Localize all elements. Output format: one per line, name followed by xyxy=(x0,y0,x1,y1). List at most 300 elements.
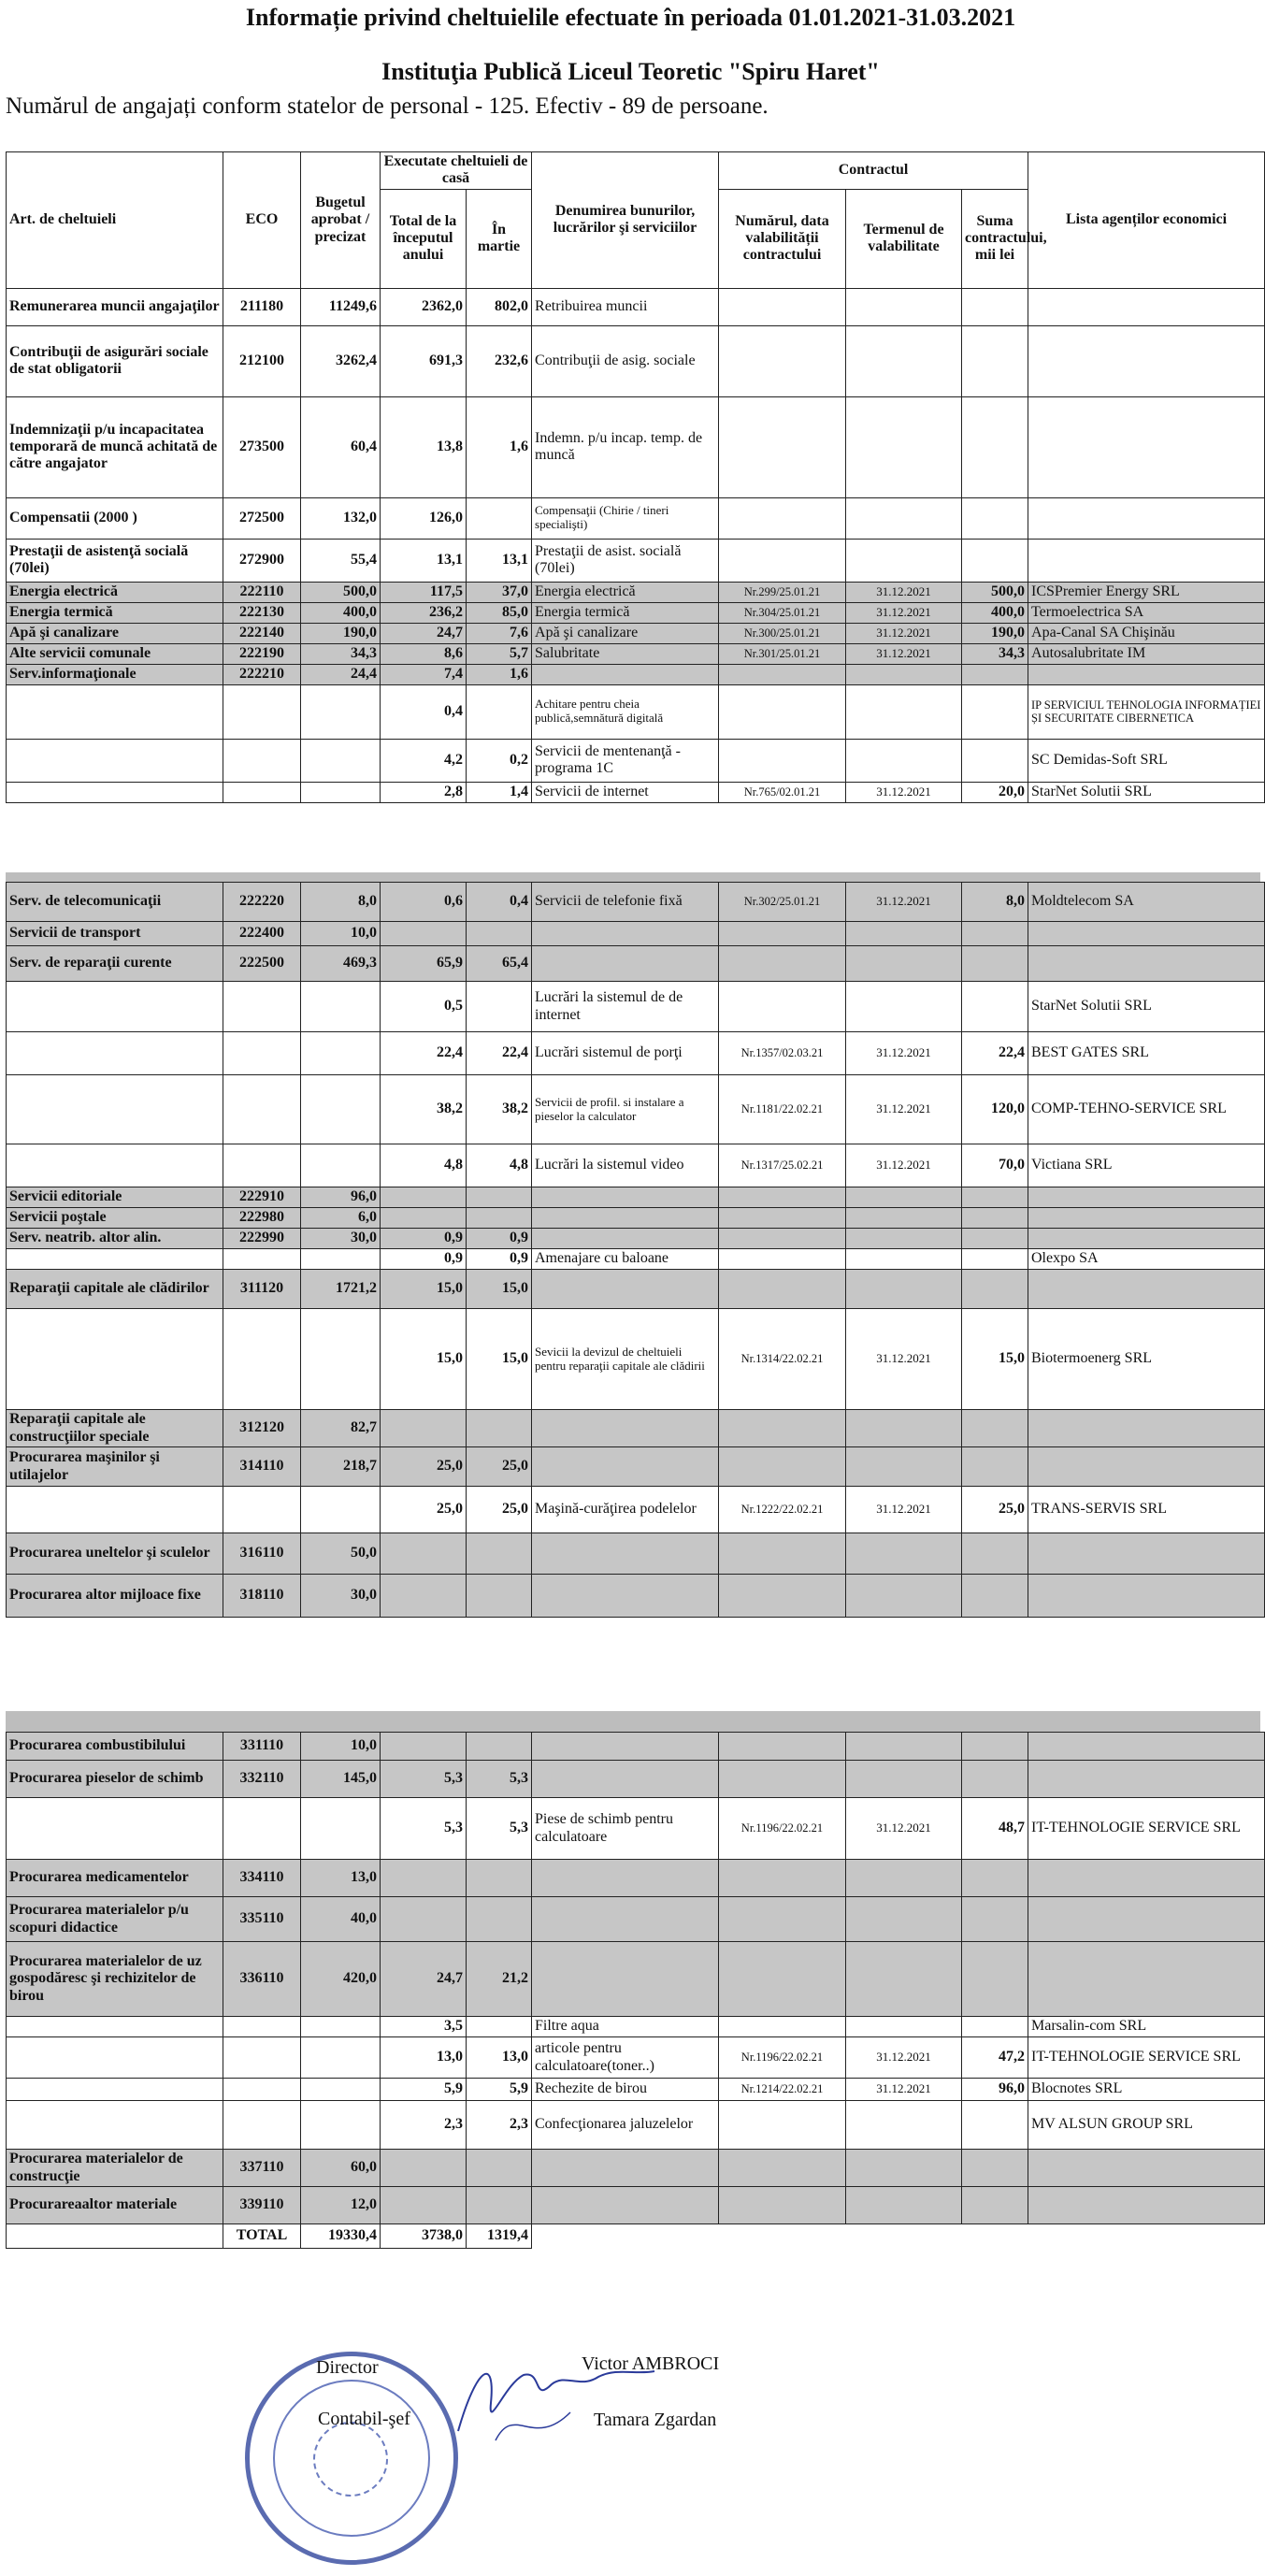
row-buget-cell xyxy=(301,782,381,802)
row-buget-cell: 6,0 xyxy=(301,1208,381,1229)
row-agent-cell: TRANS-SERVIS SRL xyxy=(1028,1487,1265,1533)
row-denumire-cell xyxy=(532,946,719,982)
table-row xyxy=(7,539,1265,582)
row-total-cell: 0,5 xyxy=(381,982,467,1032)
row-total-cell: 13,8 xyxy=(381,396,467,497)
row-total-cell: 126,0 xyxy=(381,497,467,539)
row-term-cell xyxy=(846,2187,962,2224)
total-row xyxy=(7,2224,1265,2249)
row-agent-cell: StarNet Solutii SRL xyxy=(1028,982,1265,1032)
row-total-cell: 8,6 xyxy=(381,643,467,664)
row-denumire-cell xyxy=(532,1270,719,1309)
row-term-cell xyxy=(846,1249,962,1270)
director-name: Victor AMBROCI xyxy=(582,2353,720,2374)
row-agent-cell xyxy=(1028,922,1265,946)
row-denumire-cell: Compensaţii (Chirie / tineri specialişti) xyxy=(532,497,719,539)
total-martie-cell: 1319,4 xyxy=(467,2224,532,2249)
contabil-label: Contabil-şef xyxy=(318,2409,410,2429)
row-martie-cell: 5,3 xyxy=(467,1798,532,1860)
row-total-cell: 0,9 xyxy=(381,1249,467,1270)
header-buget: Bugetul aprobat / precizat xyxy=(301,152,381,289)
row-denumire-cell: Achitare pentru cheia publică,semnătură digitală xyxy=(532,684,719,739)
row-suma-cell xyxy=(962,2187,1028,2224)
row-denumire-cell: Energia termică xyxy=(532,602,719,623)
row-buget-cell: 24,4 xyxy=(301,664,381,684)
row-total-cell: 4,8 xyxy=(381,1144,467,1187)
row-denumire-cell: Indemn. p/u incap. temp. de muncă xyxy=(532,396,719,497)
staff-count: Numărul de angajați conform statelor de personal - 125. Efectiv - 89 de persoane. xyxy=(6,94,769,119)
row-total-cell: 25,0 xyxy=(381,1447,467,1487)
row-art-cell xyxy=(7,2101,223,2150)
row-contract-number-cell: Nr.301/25.01.21 xyxy=(719,643,846,664)
row-art-cell: Energia electrică xyxy=(7,582,223,602)
row-contract-number-cell xyxy=(719,1533,846,1575)
row-art-cell xyxy=(7,1487,223,1533)
row-art-cell: Prestaţii de asistenţă socială (70lei) xyxy=(7,539,223,582)
row-suma-cell: 500,0 xyxy=(962,582,1028,602)
total-total-cell: 3738,0 xyxy=(381,2224,467,2249)
row-eco-cell: 272900 xyxy=(223,539,301,582)
row-agent-cell xyxy=(1028,664,1265,684)
row-total-cell: 22,4 xyxy=(381,1032,467,1075)
row-term-cell xyxy=(846,1733,962,1761)
row-suma-cell: 96,0 xyxy=(962,2079,1028,2101)
row-martie-cell xyxy=(467,1410,532,1447)
row-total-cell: 24,7 xyxy=(381,1942,467,2017)
row-contract-number-cell: Nr.1181/22.02.21 xyxy=(719,1075,846,1144)
row-suma-cell xyxy=(962,684,1028,739)
row-eco-cell: 312120 xyxy=(223,1410,301,1447)
row-eco-cell xyxy=(223,1249,301,1270)
row-suma-cell xyxy=(962,1270,1028,1309)
table-row xyxy=(7,2017,1265,2037)
row-term-cell: 31.12.2021 xyxy=(846,1075,962,1144)
row-denumire-cell: Retribuirea muncii xyxy=(532,288,719,325)
row-martie-cell: 38,2 xyxy=(467,1075,532,1144)
row-agent-cell xyxy=(1028,1942,1265,2017)
row-martie-cell xyxy=(467,982,532,1032)
row-eco-cell: 222190 xyxy=(223,643,301,664)
row-term-cell xyxy=(846,664,962,684)
row-buget-cell: 96,0 xyxy=(301,1187,381,1208)
row-eco-cell: 339110 xyxy=(223,2187,301,2224)
row-contract-number-cell xyxy=(719,1733,846,1761)
row-total-cell: 38,2 xyxy=(381,1075,467,1144)
row-eco-cell: 222500 xyxy=(223,946,301,982)
row-contract-number-cell xyxy=(719,684,846,739)
row-martie-cell xyxy=(467,2150,532,2187)
row-agent-cell xyxy=(1028,539,1265,582)
row-denumire-cell: Maşină-curăţirea podelelor xyxy=(532,1487,719,1533)
total-blank xyxy=(532,2224,1265,2249)
row-contract-number-cell xyxy=(719,288,846,325)
row-eco-cell xyxy=(223,782,301,802)
table-row xyxy=(7,1733,1265,1761)
row-agent-cell: Olexpo SA xyxy=(1028,1249,1265,1270)
row-agent-cell xyxy=(1028,1208,1265,1229)
row-total-cell: 691,3 xyxy=(381,325,467,396)
row-art-cell: Procurarea materialelor p/u scopuri didactice xyxy=(7,1897,223,1942)
row-martie-cell xyxy=(467,684,532,739)
row-eco-cell: 272500 xyxy=(223,497,301,539)
row-contract-number-cell xyxy=(719,2101,846,2150)
row-denumire-cell: Prestaţii de asist. socială (70lei) xyxy=(532,539,719,582)
row-term-cell xyxy=(846,1187,962,1208)
row-term-cell xyxy=(846,684,962,739)
row-art-cell: Procurarea maşinilor şi utilajelor xyxy=(7,1447,223,1487)
row-contract-number-cell: Nr.1357/02.03.21 xyxy=(719,1032,846,1075)
row-contract-number-cell xyxy=(719,2017,846,2037)
row-martie-cell: 15,0 xyxy=(467,1309,532,1410)
row-eco-cell xyxy=(223,1309,301,1410)
row-art-cell: Serv.informaţionale xyxy=(7,664,223,684)
row-agent-cell xyxy=(1028,946,1265,982)
row-denumire-cell: Amenajare cu baloane xyxy=(532,1249,719,1270)
row-denumire-cell xyxy=(532,2150,719,2187)
table-row xyxy=(7,1897,1265,1942)
row-suma-cell xyxy=(962,1860,1028,1897)
table-row xyxy=(7,782,1265,802)
row-term-cell xyxy=(846,2017,962,2037)
row-contract-number-cell xyxy=(719,2187,846,2224)
row-agent-cell xyxy=(1028,1410,1265,1447)
row-art-cell: Servicii de transport xyxy=(7,922,223,946)
row-buget-cell: 8,0 xyxy=(301,883,381,922)
table-row xyxy=(7,1761,1265,1798)
row-term-cell xyxy=(846,1533,962,1575)
header-executate: Executate cheltuieli de casă xyxy=(381,152,532,190)
row-agent-cell: Termoelectrica SA xyxy=(1028,602,1265,623)
table-row xyxy=(7,1309,1265,1410)
table-row xyxy=(7,582,1265,602)
row-denumire-cell xyxy=(532,1229,719,1249)
row-term-cell: 31.12.2021 xyxy=(846,782,962,802)
row-art-cell: Procurarea uneltelor şi sculelor xyxy=(7,1533,223,1575)
row-denumire-cell xyxy=(532,1860,719,1897)
row-art-cell xyxy=(7,1032,223,1075)
row-contract-number-cell xyxy=(719,1860,846,1897)
row-martie-cell xyxy=(467,1575,532,1618)
row-contract-number-cell xyxy=(719,739,846,782)
row-art-cell: Procurarea pieselor de schimb xyxy=(7,1761,223,1798)
institution-name: Instituţia Publică Liceul Teoretic "Spiru Haret" xyxy=(381,58,880,85)
row-term-cell xyxy=(846,1270,962,1309)
row-buget-cell: 500,0 xyxy=(301,582,381,602)
row-buget-cell: 82,7 xyxy=(301,1410,381,1447)
row-agent-cell: COMP-TEHNO-SERVICE SRL xyxy=(1028,1075,1265,1144)
row-denumire-cell xyxy=(532,1410,719,1447)
row-eco-cell: 334110 xyxy=(223,1860,301,1897)
row-term-cell: 31.12.2021 xyxy=(846,1798,962,1860)
row-denumire-cell xyxy=(532,1761,719,1798)
row-term-cell: 31.12.2021 xyxy=(846,2079,962,2101)
row-art-cell: Energia termică xyxy=(7,602,223,623)
row-denumire-cell: Piese de schimb pentru calculatoare xyxy=(532,1798,719,1860)
row-denumire-cell: Sevicii la devizul de cheltuieli pentru reparaţii capitale ale clădirii xyxy=(532,1309,719,1410)
row-denumire-cell xyxy=(532,1208,719,1229)
row-buget-cell: 469,3 xyxy=(301,946,381,982)
row-total-cell xyxy=(381,1733,467,1761)
row-buget-cell xyxy=(301,1249,381,1270)
row-buget-cell: 50,0 xyxy=(301,1533,381,1575)
row-agent-cell xyxy=(1028,288,1265,325)
row-total-cell: 0,9 xyxy=(381,1229,467,1249)
row-contract-number-cell xyxy=(719,1897,846,1942)
row-eco-cell xyxy=(223,684,301,739)
row-term-cell: 31.12.2021 xyxy=(846,582,962,602)
header-numarul: Numărul, data valabilității contractului xyxy=(719,189,846,288)
row-total-cell: 25,0 xyxy=(381,1487,467,1533)
row-buget-cell: 12,0 xyxy=(301,2187,381,2224)
row-suma-cell xyxy=(962,982,1028,1032)
row-suma-cell xyxy=(962,922,1028,946)
row-art-cell xyxy=(7,1309,223,1410)
row-buget-cell xyxy=(301,2017,381,2037)
row-martie-cell: 802,0 xyxy=(467,288,532,325)
row-denumire-cell: Servicii de mentenanţă - programa 1C xyxy=(532,739,719,782)
row-contract-number-cell xyxy=(719,982,846,1032)
row-martie-cell xyxy=(467,2017,532,2037)
row-agent-cell: Marsalin-com SRL xyxy=(1028,2017,1265,2037)
table-row xyxy=(7,1447,1265,1487)
total-buget-cell: 19330,4 xyxy=(301,2224,381,2249)
table-row xyxy=(7,739,1265,782)
row-term-cell xyxy=(846,2101,962,2150)
row-suma-cell xyxy=(962,288,1028,325)
row-denumire-cell xyxy=(532,1733,719,1761)
row-eco-cell xyxy=(223,1144,301,1187)
row-agent-cell xyxy=(1028,325,1265,396)
row-martie-cell: 0,9 xyxy=(467,1249,532,1270)
row-term-cell xyxy=(846,539,962,582)
row-eco-cell: 336110 xyxy=(223,1942,301,2017)
row-art-cell: Procurareaaltor materiale xyxy=(7,2187,223,2224)
row-contract-number-cell: Nr.1314/22.02.21 xyxy=(719,1309,846,1410)
row-term-cell xyxy=(846,1860,962,1897)
row-agent-cell: MV ALSUN GROUP SRL xyxy=(1028,2101,1265,2150)
row-eco-cell: 332110 xyxy=(223,1761,301,1798)
row-eco-cell: 222110 xyxy=(223,582,301,602)
row-term-cell xyxy=(846,325,962,396)
row-term-cell xyxy=(846,1575,962,1618)
row-suma-cell xyxy=(962,1208,1028,1229)
row-total-cell: 65,9 xyxy=(381,946,467,982)
row-eco-cell xyxy=(223,1075,301,1144)
row-denumire-cell: Filtre aqua xyxy=(532,2017,719,2037)
row-buget-cell xyxy=(301,2079,381,2101)
row-contract-number-cell xyxy=(719,922,846,946)
row-total-cell xyxy=(381,2187,467,2224)
row-agent-cell xyxy=(1028,2187,1265,2224)
row-term-cell: 31.12.2021 xyxy=(846,883,962,922)
total-empty-cell xyxy=(7,2224,223,2249)
row-buget-cell xyxy=(301,1075,381,1144)
row-term-cell: 31.12.2021 xyxy=(846,2037,962,2079)
row-agent-cell xyxy=(1028,1860,1265,1897)
row-art-cell: Procurarea materialelor de construcţie xyxy=(7,2150,223,2187)
row-art-cell: Procurarea combustibilului xyxy=(7,1733,223,1761)
row-denumire-cell: Servicii de profil. si instalare a pieselor la calculator xyxy=(532,1075,719,1144)
row-martie-cell: 232,6 xyxy=(467,325,532,396)
table-row xyxy=(7,1533,1265,1575)
row-contract-number-cell xyxy=(719,1575,846,1618)
table-row xyxy=(7,1860,1265,1897)
table-row xyxy=(7,2187,1265,2224)
row-contract-number-cell: Nr.765/02.01.21 xyxy=(719,782,846,802)
row-contract-number-cell xyxy=(719,2150,846,2187)
row-denumire-cell: Lucrări la sistemul de de internet xyxy=(532,982,719,1032)
row-buget-cell xyxy=(301,739,381,782)
row-martie-cell: 1,4 xyxy=(467,782,532,802)
row-art-cell: Procurarea altor mijloace fixe xyxy=(7,1575,223,1618)
table-row xyxy=(7,2079,1265,2101)
row-art-cell: Procurarea medicamentelor xyxy=(7,1860,223,1897)
row-agent-cell xyxy=(1028,497,1265,539)
row-eco-cell: 222910 xyxy=(223,1187,301,1208)
row-martie-cell xyxy=(467,1733,532,1761)
row-contract-number-cell xyxy=(719,497,846,539)
row-suma-cell: 22,4 xyxy=(962,1032,1028,1075)
row-art-cell: Alte servicii comunale xyxy=(7,643,223,664)
row-martie-cell: 13,1 xyxy=(467,539,532,582)
row-total-cell: 2,8 xyxy=(381,782,467,802)
row-contract-number-cell xyxy=(719,1270,846,1309)
header-termen: Termenul de valabilitate xyxy=(846,189,962,288)
row-eco-cell: 222140 xyxy=(223,623,301,643)
row-suma-cell xyxy=(962,1249,1028,1270)
header-total: Total de la începutul anului xyxy=(381,189,467,288)
row-total-cell: 4,2 xyxy=(381,739,467,782)
row-contract-number-cell: Nr.1222/22.02.21 xyxy=(719,1487,846,1533)
expenses-table-part3 xyxy=(6,1732,1265,2249)
row-term-cell xyxy=(846,1761,962,1798)
row-buget-cell xyxy=(301,1798,381,1860)
row-suma-cell xyxy=(962,2101,1028,2150)
row-buget-cell: 1721,2 xyxy=(301,1270,381,1309)
row-art-cell: Indemnizaţii p/u incapacitatea temporară de muncă achitată de către angajator xyxy=(7,396,223,497)
row-total-cell: 117,5 xyxy=(381,582,467,602)
row-suma-cell: 400,0 xyxy=(962,602,1028,623)
table-row xyxy=(7,396,1265,497)
table-row xyxy=(7,325,1265,396)
row-buget-cell: 55,4 xyxy=(301,539,381,582)
row-contract-number-cell xyxy=(719,539,846,582)
table-row xyxy=(7,1798,1265,1860)
row-total-cell: 5,9 xyxy=(381,2079,467,2101)
row-denumire-cell xyxy=(532,1575,719,1618)
row-art-cell: Apă şi canalizare xyxy=(7,623,223,643)
row-art-cell: Contribuţii de asigurări sociale de stat obligatorii xyxy=(7,325,223,396)
row-buget-cell: 218,7 xyxy=(301,1447,381,1487)
table-row xyxy=(7,922,1265,946)
row-martie-cell: 85,0 xyxy=(467,602,532,623)
row-agent-cell xyxy=(1028,1761,1265,1798)
table-row xyxy=(7,982,1265,1032)
row-buget-cell xyxy=(301,1309,381,1410)
row-suma-cell xyxy=(962,1733,1028,1761)
row-martie-cell xyxy=(467,1533,532,1575)
row-denumire-cell: Apă şi canalizare xyxy=(532,623,719,643)
row-art-cell xyxy=(7,739,223,782)
row-buget-cell: 10,0 xyxy=(301,922,381,946)
row-suma-cell xyxy=(962,664,1028,684)
row-contract-number-cell xyxy=(719,1249,846,1270)
document-title: Informație privind cheltuielile efectuate în perioada 01.01.2021-31.03.2021 xyxy=(245,4,1016,31)
header-martie: În martie xyxy=(467,189,532,288)
row-art-cell xyxy=(7,1144,223,1187)
row-buget-cell xyxy=(301,684,381,739)
row-eco-cell xyxy=(223,2101,301,2150)
row-eco-cell xyxy=(223,1798,301,1860)
row-denumire-cell: Lucrări sistemul de porţi xyxy=(532,1032,719,1075)
row-martie-cell xyxy=(467,497,532,539)
row-suma-cell xyxy=(962,396,1028,497)
row-agent-cell xyxy=(1028,1270,1265,1309)
row-denumire-cell: Salubritate xyxy=(532,643,719,664)
row-agent-cell: IT-TEHNOLOGIE SERVICE SRL xyxy=(1028,1798,1265,1860)
row-agent-cell: BEST GATES SRL xyxy=(1028,1032,1265,1075)
table-row xyxy=(7,1229,1265,1249)
row-buget-cell: 400,0 xyxy=(301,602,381,623)
row-denumire-cell xyxy=(532,1942,719,2017)
row-total-cell xyxy=(381,1187,467,1208)
row-total-cell xyxy=(381,1208,467,1229)
row-martie-cell: 22,4 xyxy=(467,1032,532,1075)
row-suma-cell: 15,0 xyxy=(962,1309,1028,1410)
row-art-cell: Procurarea materialelor de uz gospodăresc şi rechizitelor de birou xyxy=(7,1942,223,2017)
row-eco-cell: 222980 xyxy=(223,1208,301,1229)
row-denumire-cell: Contribuţii de asig. sociale xyxy=(532,325,719,396)
row-martie-cell: 0,9 xyxy=(467,1229,532,1249)
director-label: Director xyxy=(316,2357,379,2378)
row-eco-cell: 222990 xyxy=(223,1229,301,1249)
row-contract-number-cell xyxy=(719,1187,846,1208)
row-martie-cell: 0,2 xyxy=(467,739,532,782)
row-suma-cell: 8,0 xyxy=(962,883,1028,922)
row-buget-cell: 132,0 xyxy=(301,497,381,539)
row-buget-cell xyxy=(301,1032,381,1075)
row-eco-cell: 222130 xyxy=(223,602,301,623)
row-contract-number-cell xyxy=(719,1761,846,1798)
row-martie-cell: 13,0 xyxy=(467,2037,532,2079)
row-total-cell: 15,0 xyxy=(381,1309,467,1410)
table-row xyxy=(7,2150,1265,2187)
header-art: Art. de cheltuieli xyxy=(7,152,223,289)
table-row xyxy=(7,2101,1265,2150)
row-buget-cell xyxy=(301,1144,381,1187)
row-total-cell: 2362,0 xyxy=(381,288,467,325)
row-eco-cell: 316110 xyxy=(223,1533,301,1575)
row-agent-cell xyxy=(1028,1229,1265,1249)
row-martie-cell: 4,8 xyxy=(467,1144,532,1187)
row-total-cell xyxy=(381,1533,467,1575)
table-row xyxy=(7,288,1265,325)
table-row xyxy=(7,664,1265,684)
row-art-cell xyxy=(7,2037,223,2079)
row-eco-cell xyxy=(223,1487,301,1533)
row-buget-cell: 34,3 xyxy=(301,643,381,664)
table-row xyxy=(7,1270,1265,1309)
row-buget-cell xyxy=(301,2101,381,2150)
row-agent-cell: ICSPremier Energy SRL xyxy=(1028,582,1265,602)
row-suma-cell: 25,0 xyxy=(962,1487,1028,1533)
row-term-cell xyxy=(846,497,962,539)
row-eco-cell: 211180 xyxy=(223,288,301,325)
row-term-cell xyxy=(846,1447,962,1487)
row-agent-cell xyxy=(1028,396,1265,497)
row-total-cell xyxy=(381,1575,467,1618)
row-denumire-cell: Rechezite de birou xyxy=(532,2079,719,2101)
